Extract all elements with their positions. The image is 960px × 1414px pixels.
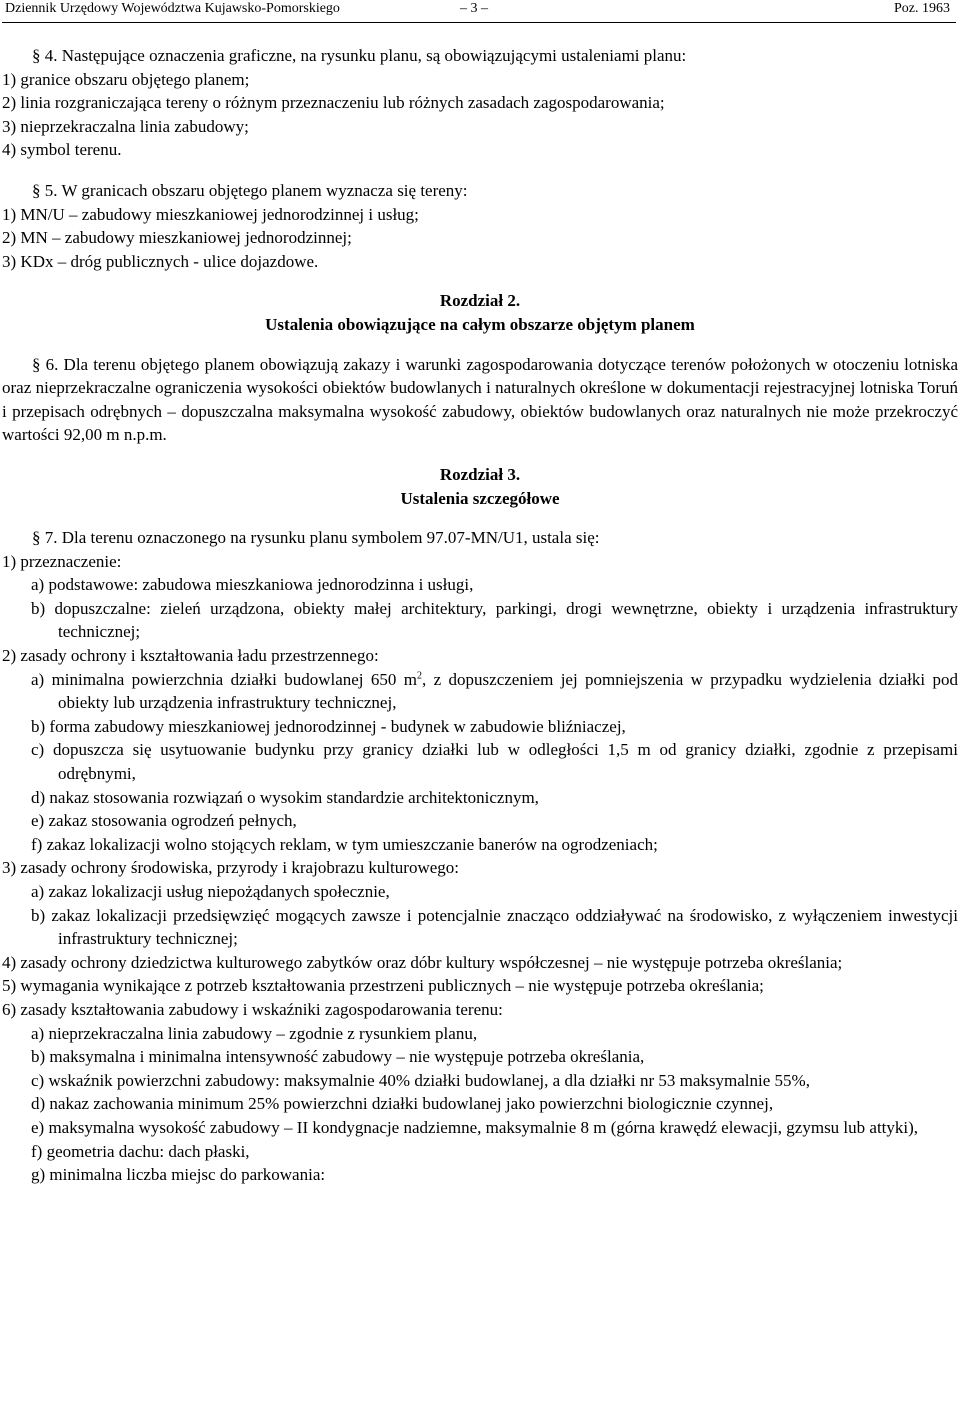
header-divider — [2, 22, 956, 23]
paragraph-4-intro: § 4. Następujące oznaczenia graficzne, na rysunku planu, są obowiązującymi ustaleniami planu: — [32, 46, 687, 65]
sub-list-item: a) nieprzekraczalna linia zabudowy – zgodnie z rysunkiem planu, — [31, 1023, 478, 1043]
chapter-3-label: Rozdział 3. — [439, 464, 521, 484]
page-header — [0, 0, 950, 24]
journal-title: Dziennik Urzędowy Województwa Kujawsko-Pomorskiego — [5, 1, 340, 16]
document-body — [2, 44, 958, 1187]
list-item: 3) nieprzekraczalna linia zabudowy; — [2, 116, 249, 136]
sub-list-item: b) forma zabudowy mieszkaniowej jednorodzinnej - budynek w zabudowie bliźniaczej, — [31, 716, 626, 736]
area-text-end: , z dopuszczeniem jej pomniejszenia w przypadku wydzielenia działki pod obiekty lub urządzenia infrastruktury technicznej, — [58, 669, 959, 713]
position-number: Poz. 1963 — [894, 1, 950, 16]
sub-list-item: d) nakaz zachowania minimum 25% powierzchni działki budowlanej jako powierzchni biologicznie czynnej, — [31, 1094, 774, 1114]
list-item: 1) granice obszaru objętego planem; — [2, 69, 250, 89]
list-item: 3) KDx – dróg publicznych - ulice dojazdowe. — [2, 251, 319, 271]
list-item: 2) linia rozgraniczająca tereny o różnym przeznaczeniu lub różnych zasadach zagospodarowania; — [2, 93, 665, 113]
list-item: 4) symbol terenu. — [2, 140, 122, 160]
paragraph-6: § 6. Dla terenu objętego planem obowiązują zakazy i warunki zagospodarowania dotyczące terenów położonych w otoczeniu lotniska oraz nieprzekraczalne ograniczenia wysokości obiektów budowlanych i naturalnych określone w dokumentacji rejestracyjnej lotniska Toruń i przepisach odrębnych – dopuszczalna maksymalna wysokość zabudowy, obiektów budowlanych oraz naturalnych nie może przekroczyć wartości 92,00 m n.p.m. — [2, 354, 958, 445]
sub-list-item: c) dopuszcza się usytuowanie budynku przy granicy działki lub w odległości 1,5 m od granicy działki, zgodnie z przepisami odrębnymi, — [31, 740, 958, 784]
chapter-2-label: Rozdział 2. — [439, 291, 521, 311]
superscript: 2 — [417, 670, 422, 681]
sub-list-item: d) nakaz stosowania rozwiązań o wysokim standardzie architektonicznym, — [31, 787, 539, 807]
list-item: 2) zasady ochrony i kształtowania ładu przestrzennego: — [2, 646, 379, 666]
sub-list-item: g) minimalna liczba miejsc do parkowania: — [31, 1165, 326, 1185]
list-item: 2) MN – zabudowy mieszkaniowej jednorodzinnej; — [2, 228, 352, 248]
area-text-start: a) minimalna powierzchnia działki budowlanej 650 m — [31, 669, 417, 689]
sub-list-item: a) podstawowe: zabudowa mieszkaniowa jednorodzinna i usługi, — [31, 575, 474, 595]
sub-list-item: b) dopuszczalne: zieleń urządzona, obiekty małej architektury, parkingi, drogi wewnętrzne, obiekty i urządzenia infrastruktury technicznej; — [31, 598, 958, 642]
list-item: 4) zasady ochrony dziedzictwa kulturowego zabytków oraz dóbr kultury współczesnej – nie występuje potrzeba określania; — [2, 952, 843, 972]
sub-list-item: c) wskaźnik powierzchni zabudowy: maksymalnie 40% działki budowlanej, a dla działki nr 53 maksymalnie 55%, — [31, 1070, 810, 1090]
paragraph-5-intro: § 5. W granicach obszaru objętego planem wyznacza się tereny: — [32, 180, 468, 200]
sub-list-item: e) zakaz stosowania ogrodzeń pełnych, — [31, 811, 297, 831]
sub-list-item: e) maksymalna wysokość zabudowy – II kondygnacje nadziemne, maksymalnie 8 m (górna krawędź elewacji, gzymsu lub attyki), — [31, 1117, 919, 1137]
page-number: – 3 – — [460, 1, 488, 16]
list-item: 3) zasady ochrony środowiska, przyrody i krajobrazu kulturowego: — [2, 858, 459, 878]
sub-list-item: f) zakaz lokalizacji wolno stojących reklam, w tym umieszczanie banerów na ogrodzeniach; — [31, 834, 658, 854]
sub-list-item: b) maksymalna i minimalna intensywność zabudowy – nie występuje potrzeba określania, — [31, 1047, 645, 1067]
sub-list-item — [2, 668, 958, 715]
sub-list-item: a) zakaz lokalizacji usług niepożądanych społecznie, — [31, 882, 390, 901]
list-item: 1) MN/U – zabudowy mieszkaniowej jednorodzinnej i usług; — [2, 204, 419, 224]
list-item: 6) zasady kształtowania zabudowy i wskaźniki zagospodarowania terenu: — [2, 999, 503, 1019]
list-item: 1) przeznaczenie: — [2, 551, 122, 571]
sub-list-item: f) geometria dachu: dach płaski, — [31, 1141, 250, 1161]
chapter-2-title: Ustalenia obowiązujące na całym obszarze objętym planem — [265, 314, 695, 334]
list-item: 5) wymagania wynikające z potrzeb kształtowania przestrzeni publicznych – nie występuje potrzeba określania; — [2, 976, 764, 996]
chapter-3-title: Ustalenia szczegółowe — [400, 488, 560, 508]
paragraph-7-intro: § 7. Dla terenu oznaczonego na rysunku planu symbolem 97.07-MN/U1, ustala się: — [32, 528, 600, 548]
sub-list-item: b) zakaz lokalizacji przedsięwzięć mogących zawsze i potencjalnie znacząco oddziaływać na środowisko, z wyłączeniem inwestycji infrastruktury technicznej; — [31, 905, 958, 949]
